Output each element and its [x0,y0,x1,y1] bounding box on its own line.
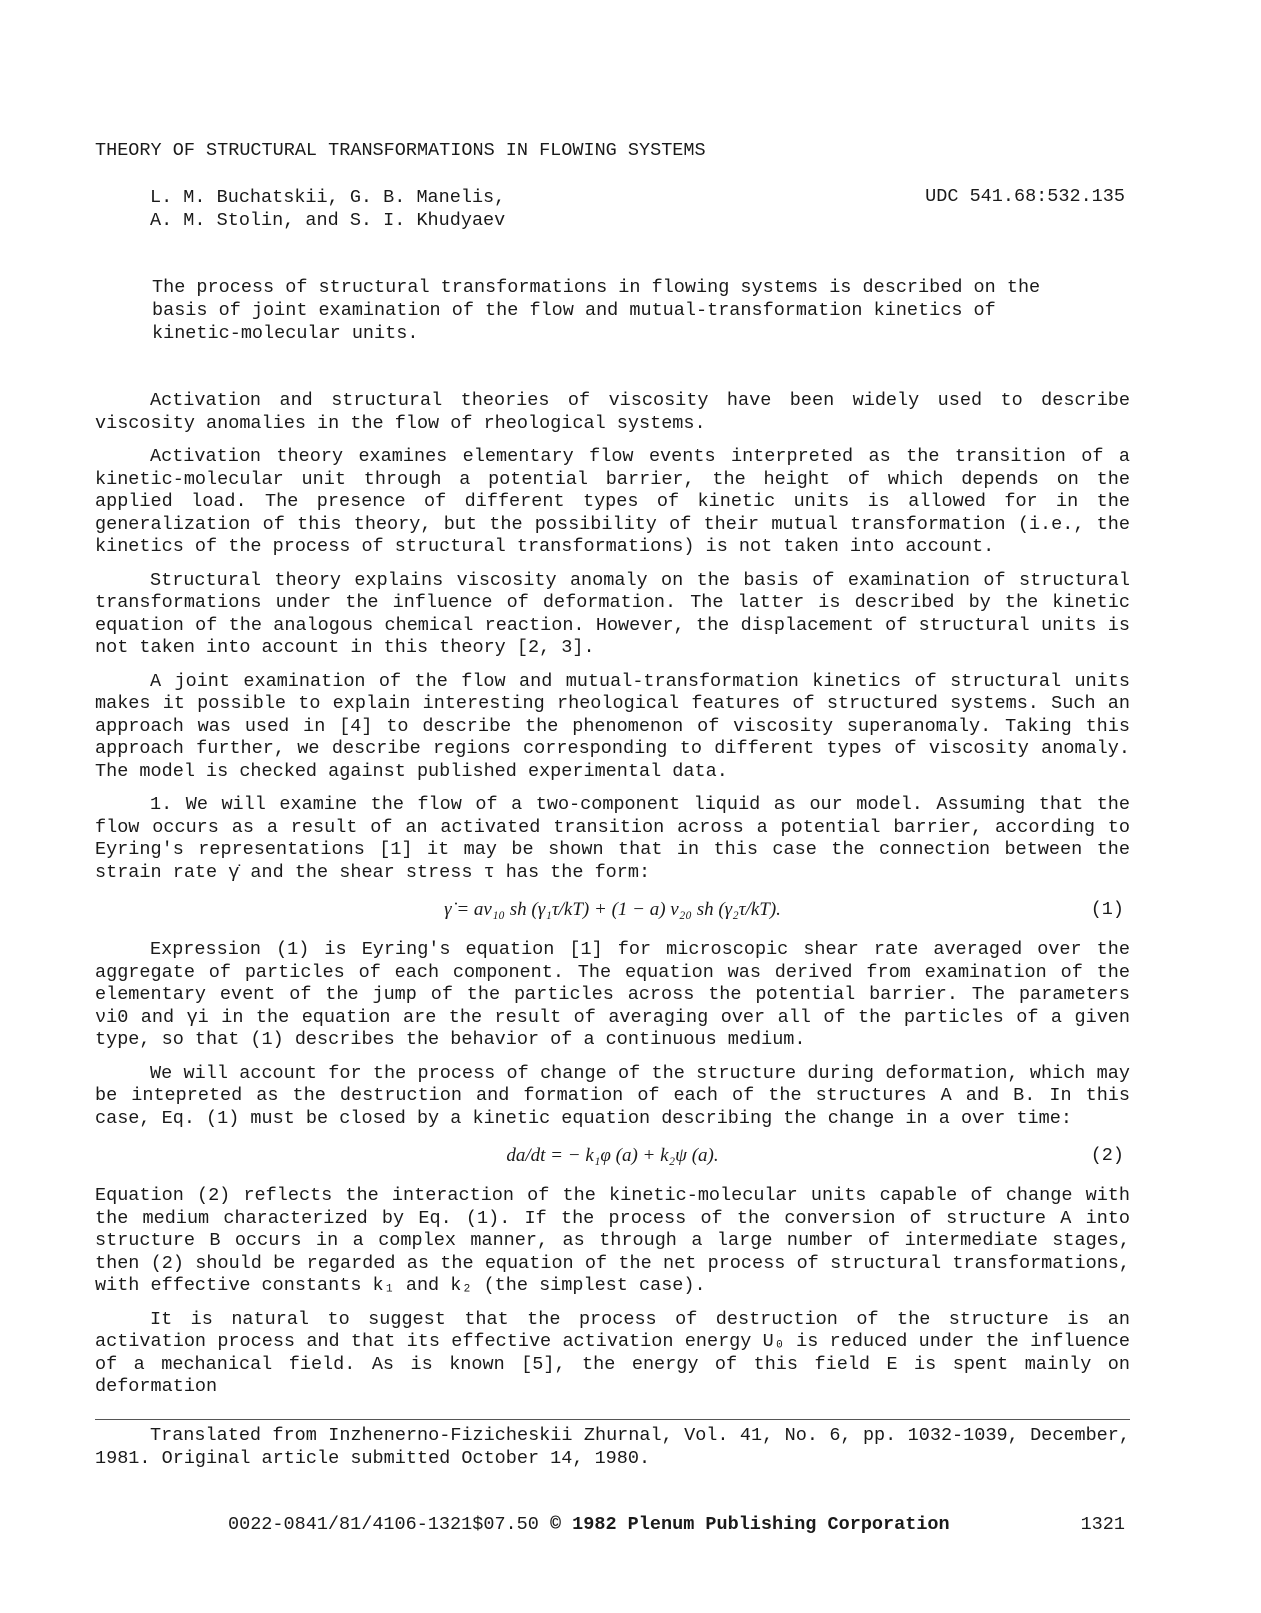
paper-title: THEORY OF STRUCTURAL TRANSFORMATIONS IN FLOWING SYSTEMS [95,140,706,161]
article-code: 0022-0841/81/4106-1321$07.50 [228,1514,539,1535]
paragraph: A joint examination of the flow and mutual-transformation kinetics of structural units makes it possible to explain interesting rheological features of structured systems. Such an approach was used in [4] to describe the phenomenon of viscosity superanomaly. Taking this approach further, we describe regions corresponding to different types of viscosity anomaly. The model is checked against published experimental data. [95,670,1130,782]
equation-2-number: (2) [1090,1145,1124,1166]
article-body [95,390,1130,1410]
authors-line-2: A. M. Stolin, and S. I. Khudyaev [150,210,506,231]
footnote [95,1425,1130,1470]
authors-line-1: L. M. Buchatskii, G. B. Manelis, [150,187,506,208]
abstract: The process of structural transformations in flowing systems is described on the basis of joint examination of the flow and mutual-transformation kinetics of kinetic-molecular units. [152,277,1041,344]
paragraph: 1. We will examine the flow of a two-component liquid as our model. Assuming that the flow occurs as a result of an activated transition across a potential barrier, according to Eyring's representations [1] it may be shown that in this case the connection between the strain rate γ̇ and the shear stress τ has the form: [95,794,1130,883]
paragraph: Activation theory examines elementary flow events interpreted as the transition of a kinetic-molecular unit through a potential barrier, the height of which depends on the applied load. The presence of different types of kinetic units is allowed for in the generalization of this theory, but the possibility of their mutual transformation (i.e., the kinetics of the process of structural transformations) is not taken into account. [95,446,1130,557]
equation-1-number: (1) [1090,899,1124,920]
paragraph: Equation (2) reflects the interaction of the kinetic-molecular units capable of change with the medium characterized by Eq. (1). If the process of the conversion of structure A into structure B occurs in a complex manner, as through a large number of intermediate stages, then (2) should be regarded as the equation of the net process of structural transformations, with effective constants k₁ and k₂ (the simplest case). [95,1185,1130,1296]
page-number: 1321 [1080,1514,1125,1535]
footnote-text: Translated from Inzhenerno-Fizicheskii Zhurnal, Vol. 41, No. 6, pp. 1032-1039, December, 1981. Original article submitted October 14, 1980. [95,1425,1130,1469]
paragraph: We will account for the process of change of the structure during deformation, which may be intepreted as the destruction and formation of each of the structures A and B. In this case, Eq. (1) must be closed by a kinetic equation describing the change in a over time: [95,1062,1130,1129]
author-list [150,186,505,232]
equation-2-expression: da/dt = − k₁φ (a) + k₂ψ (a). [506,1145,719,1166]
footnote-divider [95,1419,1130,1420]
equation-2 [95,1141,1130,1175]
publication-footer [228,1514,950,1535]
paragraph: It is natural to suggest that the process of destruction of the structure is an activation process and that its effective activation energy U₀ is reduced under the influence of a mechanical field. As is known [5], the energy of this field E is spent mainly on deformation [95,1308,1130,1397]
equation-1 [95,895,1130,929]
paragraph: Expression (1) is Eyring's equation [1] for microscopic shear rate averaged over the aggregate of particles of each component. The equation was derived from examination of the elementary event of the jump of the particles across the potential barrier. The parameters νi0 and γi in the equation are the result of averaging over all of the particles of a given type, so that (1) describes the behavior of a continuous medium. [95,939,1130,1050]
equation-1-expression: γ̇ = aν₁₀ sh (γ₁τ/kT) + (1 − a) ν₂₀ sh (γ₂τ/kT). [444,899,781,920]
paragraph: Activation and structural theories of viscosity have been widely used to describe viscosity anomalies in the flow of rheological systems. [95,390,1130,434]
paragraph: Structural theory explains viscosity anomaly on the basis of examination of structural transformations under the influence of deformation. The latter is described by the kinetic equation of the analogous chemical reaction. However, the displacement of structural units is not taken into account in this theory [2, 3]. [95,569,1130,658]
udc-code: UDC 541.68:532.135 [925,186,1125,207]
publisher: © 1982 Plenum Publishing Corporation [549,1514,950,1535]
